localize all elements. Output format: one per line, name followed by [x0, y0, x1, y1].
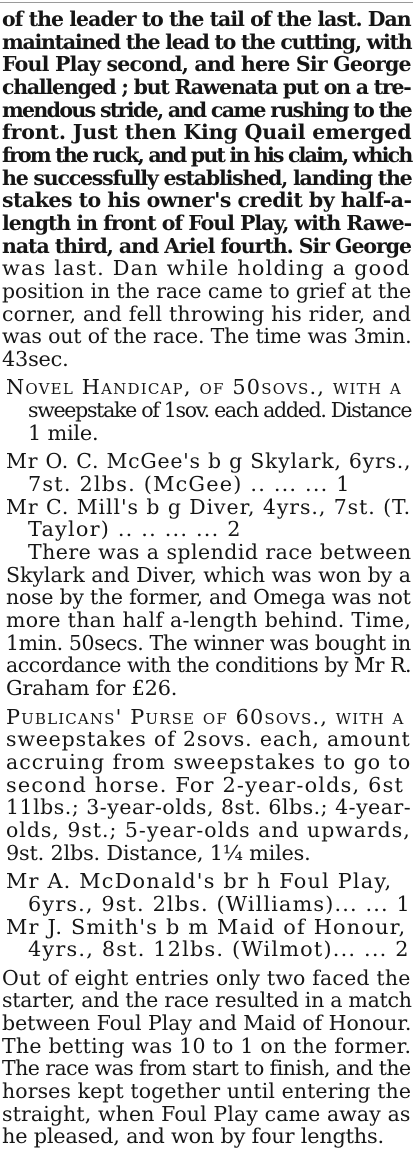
text-line: 11lbs.; 3-year-olds, 8st. 6lbs.; 4-year-	[6, 795, 412, 820]
text-line: The race was from start to finish, and the	[2, 1056, 411, 1081]
text-line: Mr C. Mill's b g Diver, 4yrs., 7st. (T.	[6, 494, 412, 519]
text-line: Publicans' Purse of 60sovs., with a	[6, 704, 405, 729]
text-line: between Foul Play and Maid of Honour.	[2, 1011, 412, 1036]
text-line: stakes to his owner's credit by half-a-	[2, 187, 412, 213]
text-line: The betting was 10 to 1 on the former.	[2, 1033, 412, 1058]
text-line: accordance with the conditions by Mr R.	[6, 653, 412, 678]
text-line: There was a splendid race between	[28, 540, 412, 564]
text-line: Taylor) .. .. ... ... 2	[28, 517, 242, 542]
text-line: accruing from sweepstakes to go to	[6, 749, 412, 774]
text-line: 1 mile.	[28, 420, 99, 445]
text-line: olds, 9st.; 5-year-olds and upwards,	[6, 817, 411, 842]
text-line: 4yrs., 8st. 12lbs. (Wilmot)... ... 2	[28, 937, 410, 962]
text-line: maintained the lead to the cutting, with	[2, 28, 412, 54]
text-line: Mr O. C. McGee's b g Skylark, 6yrs.,	[6, 449, 412, 474]
text-line: horses kept together until entering the	[2, 1079, 412, 1103]
text-line: he successfully established, landing the	[2, 164, 412, 190]
text-line: sweepstake of 1sov. each added. Distance	[28, 398, 412, 423]
text-line: Mr A. McDonald's br h Foul Play,	[6, 869, 393, 894]
text-line: of the leader to the tail of the last. Dan	[2, 6, 411, 31]
text-line: second horse. For 2-year-olds, 6st	[6, 772, 405, 797]
text-line: Out of eight entries only two faced the	[2, 965, 411, 990]
text-line: more than half a-length behind. Time,	[6, 608, 412, 632]
text-line: nose by the former, and Omega was not	[6, 585, 411, 610]
text-line: starter, and the race resulted in a match	[2, 988, 412, 1013]
text-line: position in the race came to grief at the	[2, 278, 412, 303]
text-line: challenged ; but Rawenata put on a tre-	[2, 74, 411, 99]
text-line: Graham for £26.	[6, 675, 178, 700]
text-line: was out of the race. The time was 3min.	[2, 324, 412, 349]
top-rule	[0, 2, 413, 3]
text-line: 1min. 50secs. The winner was bought in	[6, 630, 411, 655]
text-line: corner, and fell throwing his rider, and	[2, 301, 412, 326]
text-line: 9st. 2lbs. Distance, 1¼ miles.	[6, 840, 311, 865]
text-line: 43sec.	[2, 346, 69, 371]
text-line: 6yrs., 9st. 2lbs. (Williams)... ... 1	[28, 891, 411, 916]
text-line: 7st. 2lbs. (McGee) .. ... ... 1	[28, 472, 351, 497]
text-line: straight, when Foul Play came away as	[2, 1101, 411, 1126]
text-line: Novel Handicap, of 50sovs., with a	[6, 375, 402, 400]
text-line: he pleased, and won by four lengths.	[2, 1124, 384, 1149]
text-line: front. Just then King Quail emerged	[2, 119, 412, 145]
text-line: length in front of Foul Play, with Rawe-	[2, 209, 412, 235]
text-line: sweepstakes of 2sovs. each, amount	[6, 727, 411, 752]
text-line: mendous stride, and came rushing to the	[2, 96, 412, 122]
text-line: nata third, and Ariel fourth. Sir George	[2, 232, 412, 258]
text-line: Mr J. Smith's b m Maid of Honour,	[6, 914, 407, 939]
text-line: from the ruck, and put in his claim, which	[2, 141, 412, 167]
text-line: was last. Dan while holding a good	[2, 256, 411, 281]
text-line: Foul Play second, and here Sir George	[2, 51, 411, 77]
text-line: Skylark and Diver, which was won by a	[6, 562, 411, 587]
